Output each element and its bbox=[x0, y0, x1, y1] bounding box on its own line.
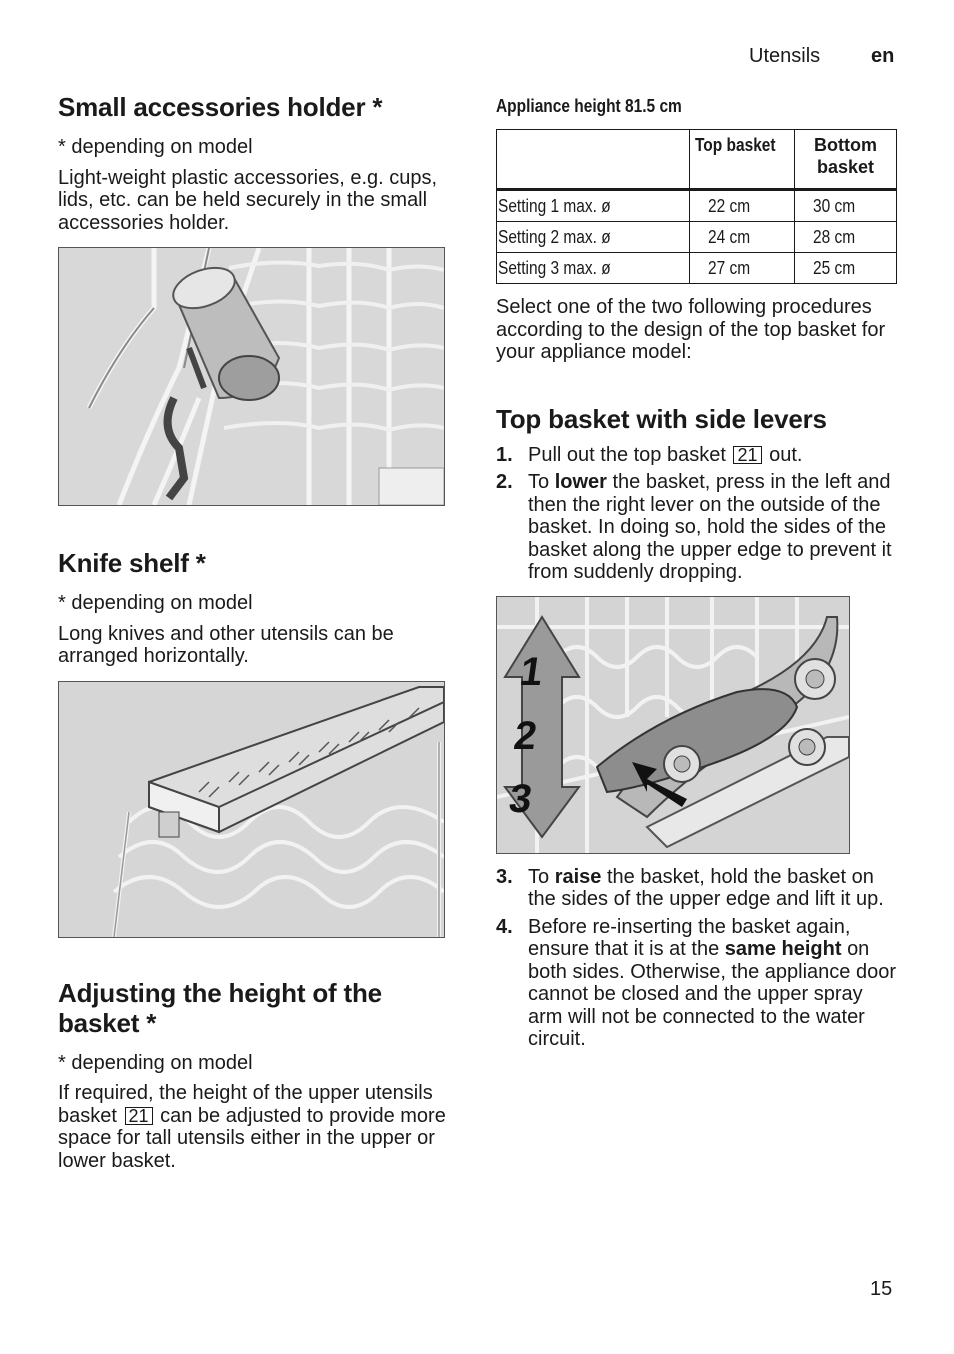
table-row bbox=[497, 253, 897, 284]
table-cell-bottom: 30 cm bbox=[795, 190, 897, 222]
knife-shelf-body: Long knives and other utensils can be arranged horizontally. bbox=[58, 622, 394, 667]
step-text: on both sides. Otherwise, the appliance door cannot be closed and the upper spray arm will not be connected to the water circuit. bbox=[528, 938, 896, 1050]
table-row bbox=[497, 222, 897, 253]
step-emphasis: raise bbox=[554, 865, 602, 888]
adjusting-height-title: Adjusting the height of the basket * bbox=[58, 977, 382, 1038]
running-header-language: en bbox=[871, 45, 895, 67]
step-number: 4. bbox=[496, 915, 513, 938]
table-cell-setting: Setting 2 max. ø bbox=[497, 222, 690, 253]
steps-list-1 bbox=[496, 444, 898, 584]
small-accessories-body: Light-weight plastic accessories, e.g. cups, lids, etc. can be held securely in the small accessories holder. bbox=[58, 166, 438, 234]
table-header-bottom-basket: Bottom basket bbox=[795, 130, 897, 190]
level-3-label: 3 bbox=[506, 775, 535, 821]
small-accessories-note: * depending on model bbox=[58, 136, 253, 158]
level-1-label: 1 bbox=[517, 648, 546, 694]
step-text: the basket, press in the left and then the right lever on the outside of the basket. In doing so, hold the sides of the basket along the upper edge to prevent it from suddenly dropping. bbox=[528, 471, 892, 583]
table-header-row bbox=[497, 130, 897, 190]
step-number: 2. bbox=[496, 471, 513, 493]
knife-shelf-note: * depending on model bbox=[58, 592, 253, 614]
top-basket-levers-title: Top basket with side levers bbox=[496, 403, 827, 434]
left-column bbox=[58, 92, 450, 1172]
adjusting-height-note: * depending on model bbox=[58, 1051, 253, 1074]
step-item bbox=[496, 444, 898, 467]
adjusting-height-body-post: can be adjusted to provide more space for tall utensils either in the upper or lower basket. bbox=[58, 1104, 446, 1172]
step-emphasis: same height bbox=[724, 938, 842, 960]
table-cell-top: 24 cm bbox=[690, 222, 795, 253]
table-cell-setting: Setting 3 max. ø bbox=[497, 253, 690, 284]
level-2-label: 2 bbox=[511, 712, 540, 758]
table-cell-top: 27 cm bbox=[690, 253, 795, 284]
table-cell-top: 22 cm bbox=[690, 190, 795, 222]
lever-illustration bbox=[496, 596, 850, 854]
right-column bbox=[496, 96, 898, 1051]
table-cell-bottom: 28 cm bbox=[795, 222, 897, 253]
steps-list-2 bbox=[496, 866, 898, 1051]
adjusting-height-body bbox=[58, 1082, 450, 1172]
step-emphasis: lower bbox=[554, 471, 607, 493]
table-header-top-basket: Top basket bbox=[690, 130, 795, 190]
knife-shelf-title: Knife shelf * bbox=[58, 548, 206, 578]
adjusting-height-body-pre: If required, the height of the upper utensils basket bbox=[58, 1082, 433, 1127]
basket-reference-number: 21 bbox=[733, 446, 761, 464]
step-text: the basket, hold the basket on the sides of the upper edge and lift it up. bbox=[528, 865, 884, 910]
procedure-intro: Select one of the two following procedures according to the design of the top basket for your appliance model: bbox=[496, 296, 886, 363]
height-settings-table bbox=[496, 129, 897, 284]
knife-shelf-illustration bbox=[58, 681, 445, 938]
step-item bbox=[496, 866, 898, 911]
step-item bbox=[496, 916, 898, 1051]
table-cell-setting: Setting 1 max. ø bbox=[497, 190, 690, 222]
table-row bbox=[497, 190, 897, 222]
running-header-section: Utensils bbox=[749, 45, 821, 67]
step-text: out. bbox=[769, 443, 803, 466]
table-header-blank bbox=[497, 130, 690, 190]
step-number: 1. bbox=[496, 443, 513, 466]
step-number: 3. bbox=[496, 865, 513, 888]
step-text: To bbox=[528, 865, 550, 888]
table-title: Appliance height 81.5 cm bbox=[496, 96, 682, 116]
small-accessories-title: Small accessories holder * bbox=[58, 92, 383, 122]
step-text: Pull out the top basket bbox=[528, 443, 726, 466]
page-number: 15 bbox=[870, 1278, 893, 1300]
table-cell-bottom: 25 cm bbox=[795, 253, 897, 284]
step-text: Before re-inserting the basket again, ensure that it is at the bbox=[528, 915, 851, 960]
step-item bbox=[496, 471, 898, 584]
small-accessories-illustration bbox=[58, 247, 445, 506]
step-text: To bbox=[528, 471, 550, 493]
basket-reference-number: 21 bbox=[125, 1107, 153, 1125]
